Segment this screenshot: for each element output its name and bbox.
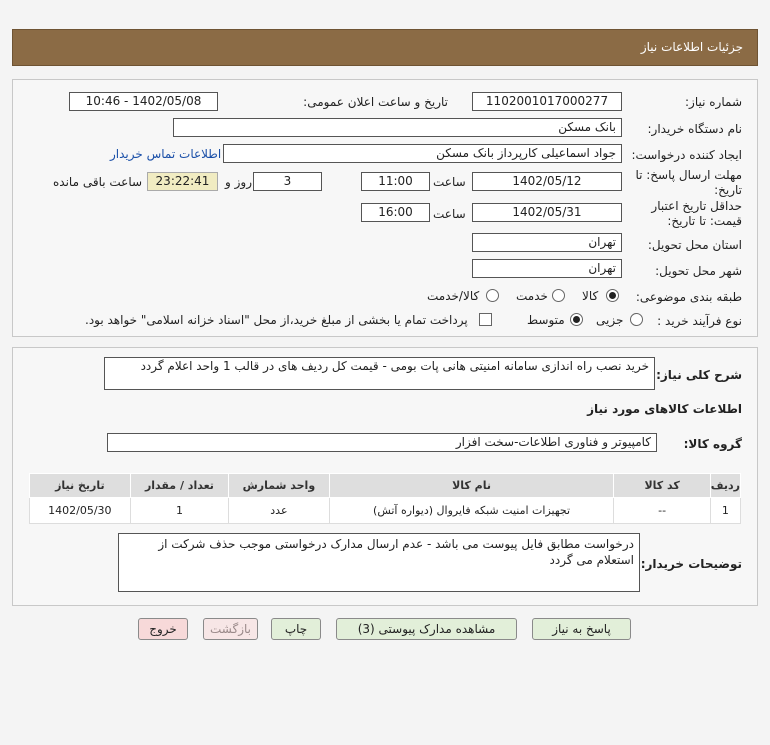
- category-radio-goods[interactable]: [606, 289, 619, 302]
- print-button[interactable]: چاپ: [271, 618, 321, 640]
- deadline-date-field: 1402/05/12: [472, 172, 622, 191]
- treasury-checkbox[interactable]: [479, 313, 492, 326]
- province-label: استان محل تحویل:: [647, 238, 742, 252]
- table-cell-unit: عدد: [229, 498, 330, 524]
- page-header: [12, 29, 758, 66]
- column-header-quantity: تعداد / مقدار: [130, 474, 228, 498]
- validity-date-field: 1402/05/31: [472, 203, 622, 222]
- remaining-label: ساعت باقی مانده: [53, 175, 143, 189]
- summary-field: خرید نصب راه اندازی سامانه امنیتی هانی پات بومی - قیمت کل ردیف های در قالب 1 واحد اعلام گردد: [104, 357, 655, 390]
- buyer-org-label: نام دستگاه خریدار:: [647, 122, 742, 136]
- process-radio-medium[interactable]: [570, 313, 583, 326]
- requester-label: ایجاد کننده درخواست:: [631, 148, 742, 162]
- days-field: 3: [253, 172, 322, 191]
- table-cell-row: 1: [710, 498, 740, 524]
- goods-group-label: گروه کالا:: [683, 437, 742, 451]
- goods-table-wrapper: [29, 473, 741, 524]
- back-button[interactable]: بازگشت: [203, 618, 258, 640]
- validity-time-field: 16:00: [361, 203, 430, 222]
- deadline-time-field: 11:00: [361, 172, 430, 191]
- buyer-org-field: بانک مسکن: [173, 118, 622, 137]
- goods-info-title: اطلاعات کالاهای مورد نیاز: [587, 402, 742, 416]
- buyer-notes-label: توضیحات خریدار:: [640, 557, 742, 571]
- table-cell-quantity: 1: [130, 498, 228, 524]
- validity-time-label: ساعت: [433, 207, 466, 221]
- column-header-name: نام کالا: [329, 474, 614, 498]
- treasury-note: پرداخت تمام یا بخشی از مبلغ خرید،از محل "اسناد خزانه اسلامی" خواهد بود.: [85, 313, 468, 327]
- announce-label: تاریخ و ساعت اعلان عمومی:: [303, 95, 448, 109]
- process-label: نوع فرآیند خرید :: [657, 314, 742, 328]
- process-option-medium: متوسط: [527, 313, 565, 327]
- category-radio-service[interactable]: [552, 289, 565, 302]
- validity-label: حداقل تاریخ اعتبار: [651, 199, 742, 213]
- column-header-unit: واحد شمارش: [229, 474, 330, 498]
- column-header-row: ردیف: [710, 474, 740, 498]
- table-cell-name: تجهیزات امنیت شبکه فایروال (دیواره آتش): [329, 498, 614, 524]
- deadline-label-date: تاریخ:: [714, 183, 742, 197]
- remaining-time-field: 23:22:41: [147, 172, 218, 191]
- category-option-goods: کالا: [582, 289, 599, 303]
- view-attachments-button[interactable]: مشاهده مدارک پیوستی (3): [336, 618, 517, 640]
- need-number-label: شماره نیاز:: [685, 95, 742, 109]
- category-option-goods-service: کالا/خدمت: [427, 289, 480, 303]
- deadline-time-label: ساعت: [433, 175, 466, 189]
- process-option-minor: جزیی: [596, 313, 624, 327]
- table-row: [30, 498, 741, 524]
- deadline-label: مهلت ارسال پاسخ: تا: [635, 168, 742, 182]
- page-title: جزئیات اطلاعات نیاز: [640, 40, 743, 54]
- contact-buyer-link[interactable]: اطلاعات تماس خریدار: [110, 147, 222, 161]
- table-cell-code: --: [614, 498, 710, 524]
- reply-button[interactable]: پاسخ به نیاز: [532, 618, 631, 640]
- city-field: تهران: [472, 259, 622, 278]
- summary-label: شرح کلی نیاز:: [656, 368, 742, 382]
- goods-table: [29, 473, 741, 524]
- column-header-code: کد کالا: [614, 474, 710, 498]
- city-label: شهر محل تحویل:: [655, 264, 742, 278]
- process-radio-minor[interactable]: [630, 313, 643, 326]
- table-cell-date: 1402/05/30: [30, 498, 131, 524]
- requester-field: جواد اسماعیلی کارپرداز بانک مسکن: [223, 144, 622, 163]
- days-label: روز و: [225, 175, 252, 189]
- need-number-field: 1102001017000277: [472, 92, 622, 111]
- column-header-date: تاریخ نیاز: [30, 474, 131, 498]
- goods-group-field: کامپیوتر و فناوری اطلاعات-سخت افزار: [107, 433, 657, 452]
- exit-button[interactable]: خروج: [138, 618, 188, 640]
- province-field: تهران: [472, 233, 622, 252]
- category-label: طبقه بندی موضوعی:: [635, 290, 742, 304]
- announce-field: 1402/05/08 - 10:46: [69, 92, 218, 111]
- category-radio-goods-service[interactable]: [486, 289, 499, 302]
- validity-label-date: قیمت: تا تاریخ:: [667, 214, 742, 228]
- buyer-notes-field: درخواست مطابق فایل پیوست می باشد - عدم ارسال مدارک درخواستی موجب حذف شرکت از استعلام می گردد: [118, 533, 640, 592]
- category-option-service: خدمت: [516, 289, 548, 303]
